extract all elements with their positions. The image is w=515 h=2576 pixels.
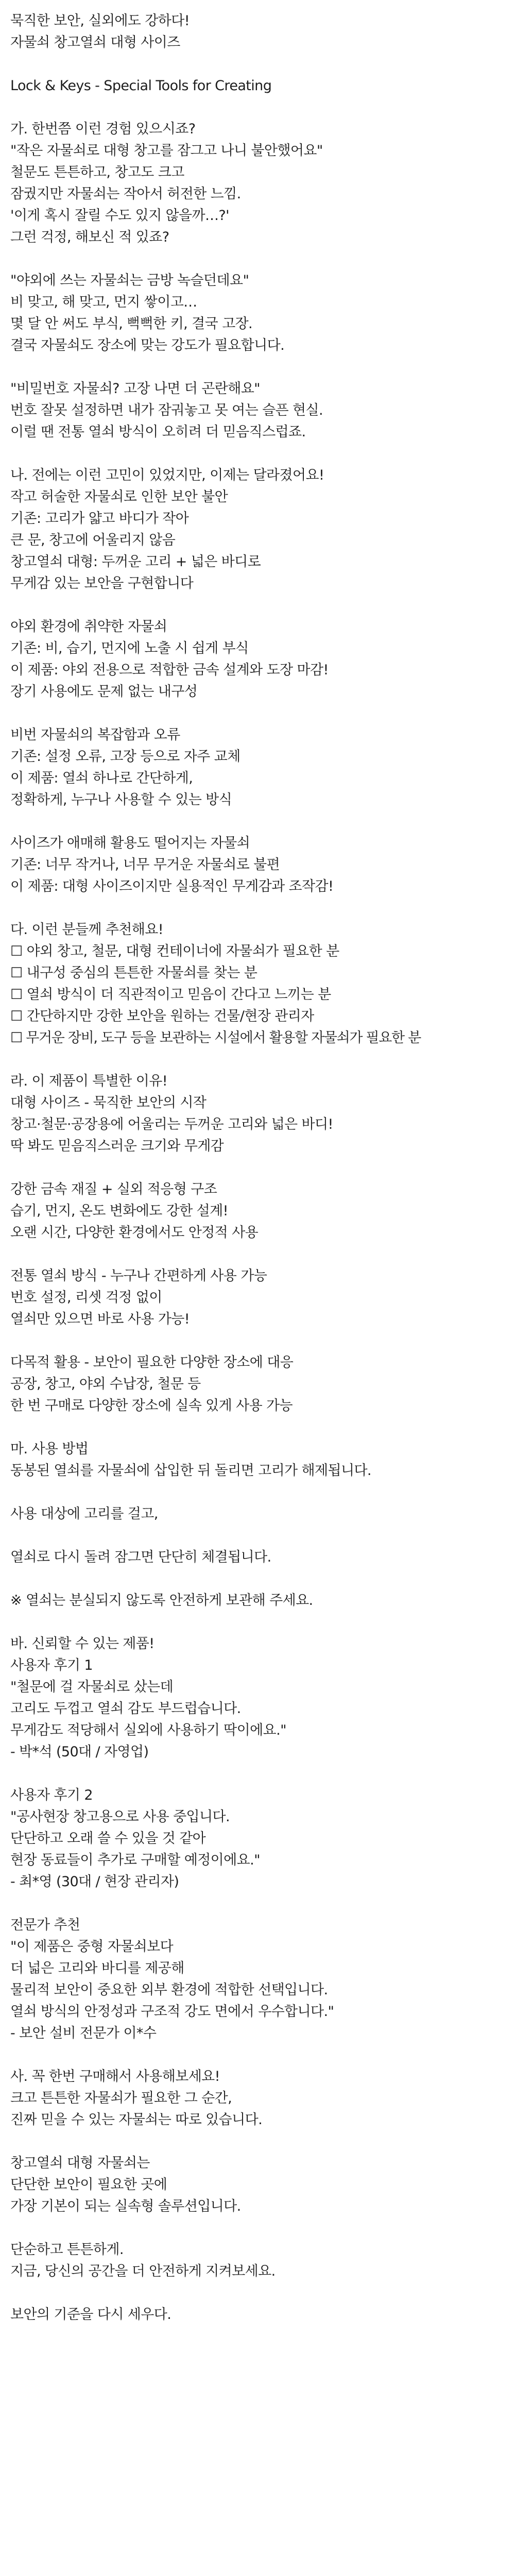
checklist-item: ☐ 간단하지만 강한 보안을 원하는 건물/현장 관리자 <box>10 1008 314 1024</box>
brand-line: Lock & Keys - Special Tools for Creating <box>10 78 272 94</box>
text-line: 가장 기본이 되는 실속형 솔루션입니다. <box>10 2198 241 2214</box>
text-line: 사이즈가 애매해 활용도 떨어지는 자물쇠 <box>10 835 250 851</box>
text-line: 몇 달 안 써도 부식, 뻑뻑한 키, 결국 고장. <box>10 316 253 332</box>
text-line: 이 제품: 야외 전용으로 적합한 금속 설계와 도장 마감! <box>10 662 329 678</box>
usage-step: 열쇠로 다시 돌려 잠그면 단단히 체결됩니다. <box>10 1549 271 1565</box>
review-text: 단단하고 오래 쓸 수 있을 것 같아 <box>10 1831 206 1846</box>
expert-title: 전문가 추천 <box>10 1917 80 1933</box>
section-heading-ga: 가. 한번쯤 이런 경험 있으시죠? <box>10 121 196 137</box>
expert-author: - 보안 설비 전문가 이*수 <box>10 2025 157 2041</box>
section-heading-ra: 라. 이 제품이 특별한 이유! <box>10 1073 167 1089</box>
expert-text: 더 넓은 고리와 바디를 제공해 <box>10 1960 184 1976</box>
text-line: 창고·철문·공장용에 어울리는 두꺼운 고리와 넓은 바디! <box>10 1116 333 1132</box>
text-line: 번호 설정, 리셋 걱정 없이 <box>10 1290 162 1306</box>
usage-step: 동봉된 열쇠를 자물쇠에 삽입한 뒤 돌리면 고리가 해제됩니다. <box>10 1463 371 1479</box>
text-line: 공장, 창고, 야외 수납장, 철문 등 <box>10 1376 201 1392</box>
text-line: 강한 금속 재질 + 실외 적응형 구조 <box>10 1181 217 1197</box>
text-line: 단단한 보안이 필요한 곳에 <box>10 2177 167 2193</box>
text-line: 열쇠만 있으면 바로 사용 가능! <box>10 1311 190 1327</box>
expert-text: 열쇠 방식의 안정성과 구조적 강도 면에서 우수합니다." <box>10 2004 334 2020</box>
text-line: 딱 봐도 믿음직스러운 크기와 무게감 <box>10 1138 224 1154</box>
text-line: 그런 걱정, 해보신 적 있죠? <box>10 229 169 245</box>
text-line: 습기, 먼지, 온도 변화에도 강한 설계! <box>10 1203 228 1219</box>
text-line: 비번 자물쇠의 복잡함과 오류 <box>10 727 180 743</box>
text-line: '이게 혹시 잘릴 수도 있지 않을까…?' <box>10 208 229 224</box>
text-line: 이 제품: 열쇠 하나로 간단하게, <box>10 770 193 786</box>
text-line: 이럴 땐 전통 열쇠 방식이 오히려 더 믿음직스럽죠. <box>10 424 306 440</box>
review-text: 무게감도 적당해서 실외에 사용하기 딱이에요." <box>10 1722 286 1738</box>
section-heading-sa: 사. 꼭 한번 구매해서 사용해보세요! <box>10 2069 220 2084</box>
closing-line: 보안의 기준을 다시 세우다. <box>10 2307 171 2323</box>
checklist-item: ☐ 내구성 중심의 튼튼한 자물쇠를 찾는 분 <box>10 965 258 981</box>
usage-step: 사용 대상에 고리를 걸고, <box>10 1506 158 1522</box>
review-text: "공사현장 창고용으로 사용 중입니다. <box>10 1809 230 1825</box>
product-description <box>10 10 505 2326</box>
text-line: 잠궜지만 자물쇠는 작아서 허전한 느낌. <box>10 186 241 202</box>
text-line: "야외에 쓰는 자물쇠는 금방 녹슬던데요" <box>10 273 249 289</box>
text-line: 번호 잘못 설정하면 내가 잠궈놓고 못 여는 슬픈 현실. <box>10 402 323 418</box>
text-line: 한 번 구매로 다양한 장소에 실속 있게 사용 가능 <box>10 1398 293 1414</box>
review-text: "철문에 걸 자물쇠로 샀는데 <box>10 1679 174 1695</box>
text-line: 다목적 활용 - 보안이 필요한 다양한 장소에 대응 <box>10 1354 294 1370</box>
text-line: 철문도 튼튼하고, 창고도 크고 <box>10 164 184 180</box>
text-line: 창고열쇠 대형 자물쇠는 <box>10 2155 150 2171</box>
text-line: 기존: 비, 습기, 먼지에 노출 시 쉽게 부식 <box>10 640 249 656</box>
checklist-item: ☐ 야외 창고, 철문, 대형 컨테이너에 자물쇠가 필요한 분 <box>10 943 339 959</box>
text-line: 크고 튼튼한 자물쇠가 필요한 그 순간, <box>10 2090 232 2106</box>
usage-note: ※ 열쇠는 분실되지 않도록 안전하게 보관해 주세요. <box>10 1592 313 1608</box>
text-line: 이 제품: 대형 사이즈이지만 실용적인 무게감과 조작감! <box>10 878 334 894</box>
text-line: 지금, 당신의 공간을 더 안전하게 지켜보세요. <box>10 2263 276 2279</box>
section-heading-na: 나. 전에는 이런 고민이 있었지만, 이제는 달라졌어요! <box>10 467 324 483</box>
checklist-item: ☐ 무거운 장비, 도구 등을 보관하는 시설에서 활용할 자물쇠가 필요한 분 <box>10 1030 421 1046</box>
checklist-item: ☐ 열쇠 방식이 더 직관적이고 믿음이 간다고 느끼는 분 <box>10 987 331 1003</box>
headline: 묵직한 보안, 실외에도 강하다! <box>10 13 190 29</box>
text-line: 결국 자물쇠도 장소에 맞는 강도가 필요합니다. <box>10 337 285 353</box>
text-line: 작고 허술한 자물쇠로 인한 보안 불안 <box>10 489 228 505</box>
section-heading-ma: 마. 사용 방법 <box>10 1441 89 1457</box>
text-line: "비밀번호 자물쇠? 고장 나면 더 곤란해요" <box>10 381 260 397</box>
text-line: 진짜 믿을 수 있는 자물쇠는 따로 있습니다. <box>10 2112 263 2128</box>
text-line: 비 맞고, 해 맞고, 먼지 쌓이고… <box>10 294 197 310</box>
text-line: 기존: 고리가 얇고 바디가 작아 <box>10 511 189 527</box>
section-heading-ba: 바. 신뢰할 수 있는 제품! <box>10 1636 154 1652</box>
text-line: 전통 열쇠 방식 - 누구나 간편하게 사용 가능 <box>10 1268 267 1284</box>
text-line: 정확하게, 누구나 사용할 수 있는 방식 <box>10 792 232 808</box>
text-line: 큰 문, 창고에 어울리지 않음 <box>10 532 176 548</box>
text-line: 단순하고 튼튼하게. <box>10 2242 124 2258</box>
text-line: 오랜 시간, 다양한 환경에서도 안정적 사용 <box>10 1225 259 1241</box>
product-name: 자물쇠 창고열쇠 대형 사이즈 <box>10 35 180 50</box>
text-line: 야외 환경에 취약한 자물쇠 <box>10 619 167 635</box>
text-line: 창고열쇠 대형: 두꺼운 고리 + 넓은 바디로 <box>10 554 261 570</box>
text-line: 대형 사이즈 - 묵직한 보안의 시작 <box>10 1095 207 1111</box>
review-text: 현장 동료들이 추가로 구매할 예정이에요." <box>10 1852 260 1868</box>
text-line: 장기 사용에도 문제 없는 내구성 <box>10 684 198 700</box>
text-line: 기존: 설정 오류, 고장 등으로 자주 교체 <box>10 749 241 765</box>
section-heading-da: 다. 이런 분들께 추천해요! <box>10 922 163 938</box>
review-author: - 최*영 (30대 / 현장 관리자) <box>10 1874 179 1890</box>
review-text: 고리도 두껍고 열쇠 감도 부드럽습니다. <box>10 1701 241 1717</box>
text-line: 기존: 너무 작거나, 너무 무거운 자물쇠로 불편 <box>10 857 280 873</box>
review-title: 사용자 후기 2 <box>10 1787 93 1803</box>
text-line: 무게감 있는 보안을 구현합니다 <box>10 575 194 591</box>
expert-text: "이 제품은 중형 자물쇠보다 <box>10 1939 174 1955</box>
review-title: 사용자 후기 1 <box>10 1657 93 1673</box>
expert-text: 물리적 보안이 중요한 외부 환경에 적합한 선택입니다. <box>10 1982 328 1998</box>
text-line: "작은 자물쇠로 대형 창고를 잠그고 나니 불안했어요" <box>10 143 323 159</box>
review-author: - 박*석 (50대 / 자영업) <box>10 1744 149 1760</box>
